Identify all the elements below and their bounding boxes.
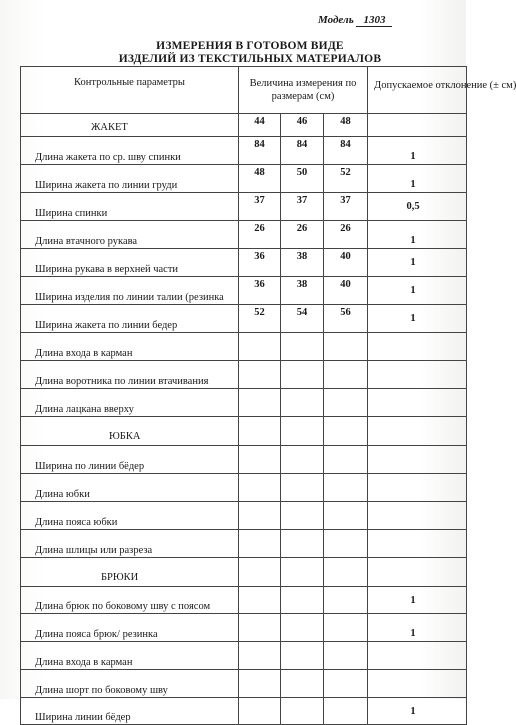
value-cell xyxy=(239,474,281,502)
value-cell: 38 xyxy=(281,277,324,305)
value-cell: 36 xyxy=(239,277,281,305)
param-name: Ширина изделия по линии талии (резинка xyxy=(21,277,239,305)
table-row xyxy=(21,670,467,698)
value-cell: 84 xyxy=(281,137,324,165)
param-name: Ширина спинки xyxy=(21,193,239,221)
value-cell: 26 xyxy=(281,221,324,249)
empty-cell xyxy=(368,417,467,446)
param-name: Длина входа в карман xyxy=(21,642,239,670)
header-tolerance: Допускаемое отклонение (± см) xyxy=(368,67,467,114)
size-46: 46 xyxy=(281,114,324,137)
value-cell xyxy=(281,389,324,417)
tolerance-cell: 1 xyxy=(368,165,467,193)
measurements-table xyxy=(20,66,516,725)
tolerance-cell: 1 xyxy=(368,614,467,642)
table-row xyxy=(21,446,467,474)
value-cell: 36 xyxy=(239,249,281,277)
tolerance-cell: 1 xyxy=(368,221,467,249)
param-name: Ширина рукава в верхней части xyxy=(21,249,239,277)
value-cell xyxy=(239,614,281,642)
value-cell xyxy=(281,614,324,642)
empty-cell xyxy=(281,558,324,587)
value-cell: 50 xyxy=(281,165,324,193)
empty-cell xyxy=(368,114,467,137)
value-cell xyxy=(324,587,368,614)
table-row xyxy=(21,361,467,389)
value-cell xyxy=(281,587,324,614)
tolerance-cell xyxy=(368,670,467,698)
value-cell xyxy=(239,587,281,614)
param-name: Ширина жакета по линии груди xyxy=(21,165,239,193)
value-cell xyxy=(239,502,281,530)
table-row xyxy=(21,530,467,558)
table-row xyxy=(21,502,467,530)
value-cell: 40 xyxy=(324,277,368,305)
section-row-jacket xyxy=(21,114,467,137)
empty-cell xyxy=(281,417,324,446)
value-cell: 38 xyxy=(281,249,324,277)
value-cell xyxy=(324,530,368,558)
table-row xyxy=(21,305,467,333)
param-name: Длина втачного рукава xyxy=(21,221,239,249)
value-cell xyxy=(324,333,368,361)
section-title-trousers: БРЮКИ xyxy=(21,558,239,587)
tolerance-cell: 1 xyxy=(368,587,467,614)
size-48: 48 xyxy=(324,114,368,137)
tolerance-cell xyxy=(368,333,467,361)
value-cell: 56 xyxy=(324,305,368,333)
section-row-skirt xyxy=(21,417,467,446)
value-cell: 40 xyxy=(324,249,368,277)
value-cell xyxy=(281,446,324,474)
value-cell xyxy=(239,333,281,361)
param-name: Длина лацкана вверху xyxy=(21,389,239,417)
value-cell xyxy=(239,698,281,725)
value-cell xyxy=(239,530,281,558)
table-row xyxy=(21,249,467,277)
value-cell xyxy=(324,474,368,502)
size-44: 44 xyxy=(239,114,281,137)
value-cell xyxy=(281,474,324,502)
param-name: Длина шлицы или разреза xyxy=(21,530,239,558)
value-cell: 37 xyxy=(324,193,368,221)
table-row xyxy=(21,642,467,670)
param-name: Ширина линии бёдер xyxy=(21,698,239,725)
model-number: 1303 xyxy=(356,14,392,27)
value-cell xyxy=(239,389,281,417)
value-cell: 26 xyxy=(324,221,368,249)
value-cell xyxy=(281,361,324,389)
tolerance-cell: 1 xyxy=(368,698,467,725)
tolerance-cell xyxy=(368,530,467,558)
value-cell xyxy=(281,642,324,670)
table-row xyxy=(21,389,467,417)
value-cell xyxy=(281,502,324,530)
param-name: Длина пояса юбки xyxy=(21,502,239,530)
param-name: Длина шорт по боковому шву xyxy=(21,670,239,698)
param-name: Длина воротника по линии втачивания xyxy=(21,361,239,389)
value-cell: 54 xyxy=(281,305,324,333)
document-subtitle: ИЗДЕЛИЙ ИЗ ТЕКСТИЛЬНЫХ МАТЕРИАЛОВ xyxy=(118,53,382,65)
table-row xyxy=(21,193,467,221)
table-row xyxy=(21,333,467,361)
empty-cell xyxy=(324,417,368,446)
value-cell xyxy=(324,446,368,474)
param-name: Длина жакета по ср. шву спинки xyxy=(21,137,239,165)
value-cell: 37 xyxy=(239,193,281,221)
value-cell xyxy=(239,446,281,474)
value-cell xyxy=(324,389,368,417)
value-cell xyxy=(324,614,368,642)
table-row xyxy=(21,614,467,642)
tolerance-cell xyxy=(368,642,467,670)
value-cell: 84 xyxy=(324,137,368,165)
tolerance-cell: 1 xyxy=(368,137,467,165)
tolerance-cell: 0,5 xyxy=(368,193,467,221)
param-name: Длина пояса брюк/ резинка xyxy=(21,614,239,642)
param-name: Ширина жакета по линии бедер xyxy=(21,305,239,333)
table-row xyxy=(21,587,467,614)
value-cell xyxy=(324,642,368,670)
tolerance-cell xyxy=(368,502,467,530)
document-title: ИЗМЕРЕНИЯ В ГОТОВОМ ВИДЕ xyxy=(156,40,344,52)
table-header-row xyxy=(21,67,467,114)
table-row xyxy=(21,474,467,502)
value-cell: 52 xyxy=(239,305,281,333)
value-cell: 48 xyxy=(239,165,281,193)
section-title-skirt: ЮБКА xyxy=(21,417,239,446)
model-label xyxy=(318,14,392,27)
section-row-trousers xyxy=(21,558,467,587)
table-row xyxy=(21,165,467,193)
tolerance-cell xyxy=(368,361,467,389)
value-cell: 84 xyxy=(239,137,281,165)
section-title-jacket: ЖАКЕТ xyxy=(21,114,239,137)
table-row xyxy=(21,698,467,725)
tolerance-cell: 1 xyxy=(368,305,467,333)
empty-cell xyxy=(368,558,467,587)
tolerance-cell: 1 xyxy=(368,277,467,305)
value-cell: 26 xyxy=(239,221,281,249)
param-name: Длина входа в карман xyxy=(21,333,239,361)
empty-cell xyxy=(324,558,368,587)
header-params: Контрольные параметры xyxy=(21,67,239,114)
empty-cell xyxy=(239,558,281,587)
value-cell xyxy=(324,698,368,725)
param-name: Ширина по линии бёдер xyxy=(21,446,239,474)
tolerance-cell xyxy=(368,446,467,474)
table-row xyxy=(21,221,467,249)
model-label-text: Модель xyxy=(318,14,354,26)
table-row xyxy=(21,137,467,165)
param-name: Длина юбки xyxy=(21,474,239,502)
param-name: Длина брюк по боковому шву с поясом xyxy=(21,587,239,614)
value-cell xyxy=(239,670,281,698)
value-cell xyxy=(281,333,324,361)
tolerance-cell xyxy=(368,474,467,502)
tolerance-cell xyxy=(368,389,467,417)
value-cell xyxy=(281,670,324,698)
value-cell xyxy=(281,698,324,725)
header-sizes: Величина измерения по размерам (см) xyxy=(239,67,368,114)
empty-cell xyxy=(239,417,281,446)
value-cell xyxy=(239,642,281,670)
value-cell: 37 xyxy=(281,193,324,221)
value-cell xyxy=(324,361,368,389)
value-cell xyxy=(324,670,368,698)
table-row xyxy=(21,277,467,305)
value-cell xyxy=(281,530,324,558)
value-cell xyxy=(239,361,281,389)
value-cell xyxy=(324,502,368,530)
value-cell: 52 xyxy=(324,165,368,193)
tolerance-cell: 1 xyxy=(368,249,467,277)
